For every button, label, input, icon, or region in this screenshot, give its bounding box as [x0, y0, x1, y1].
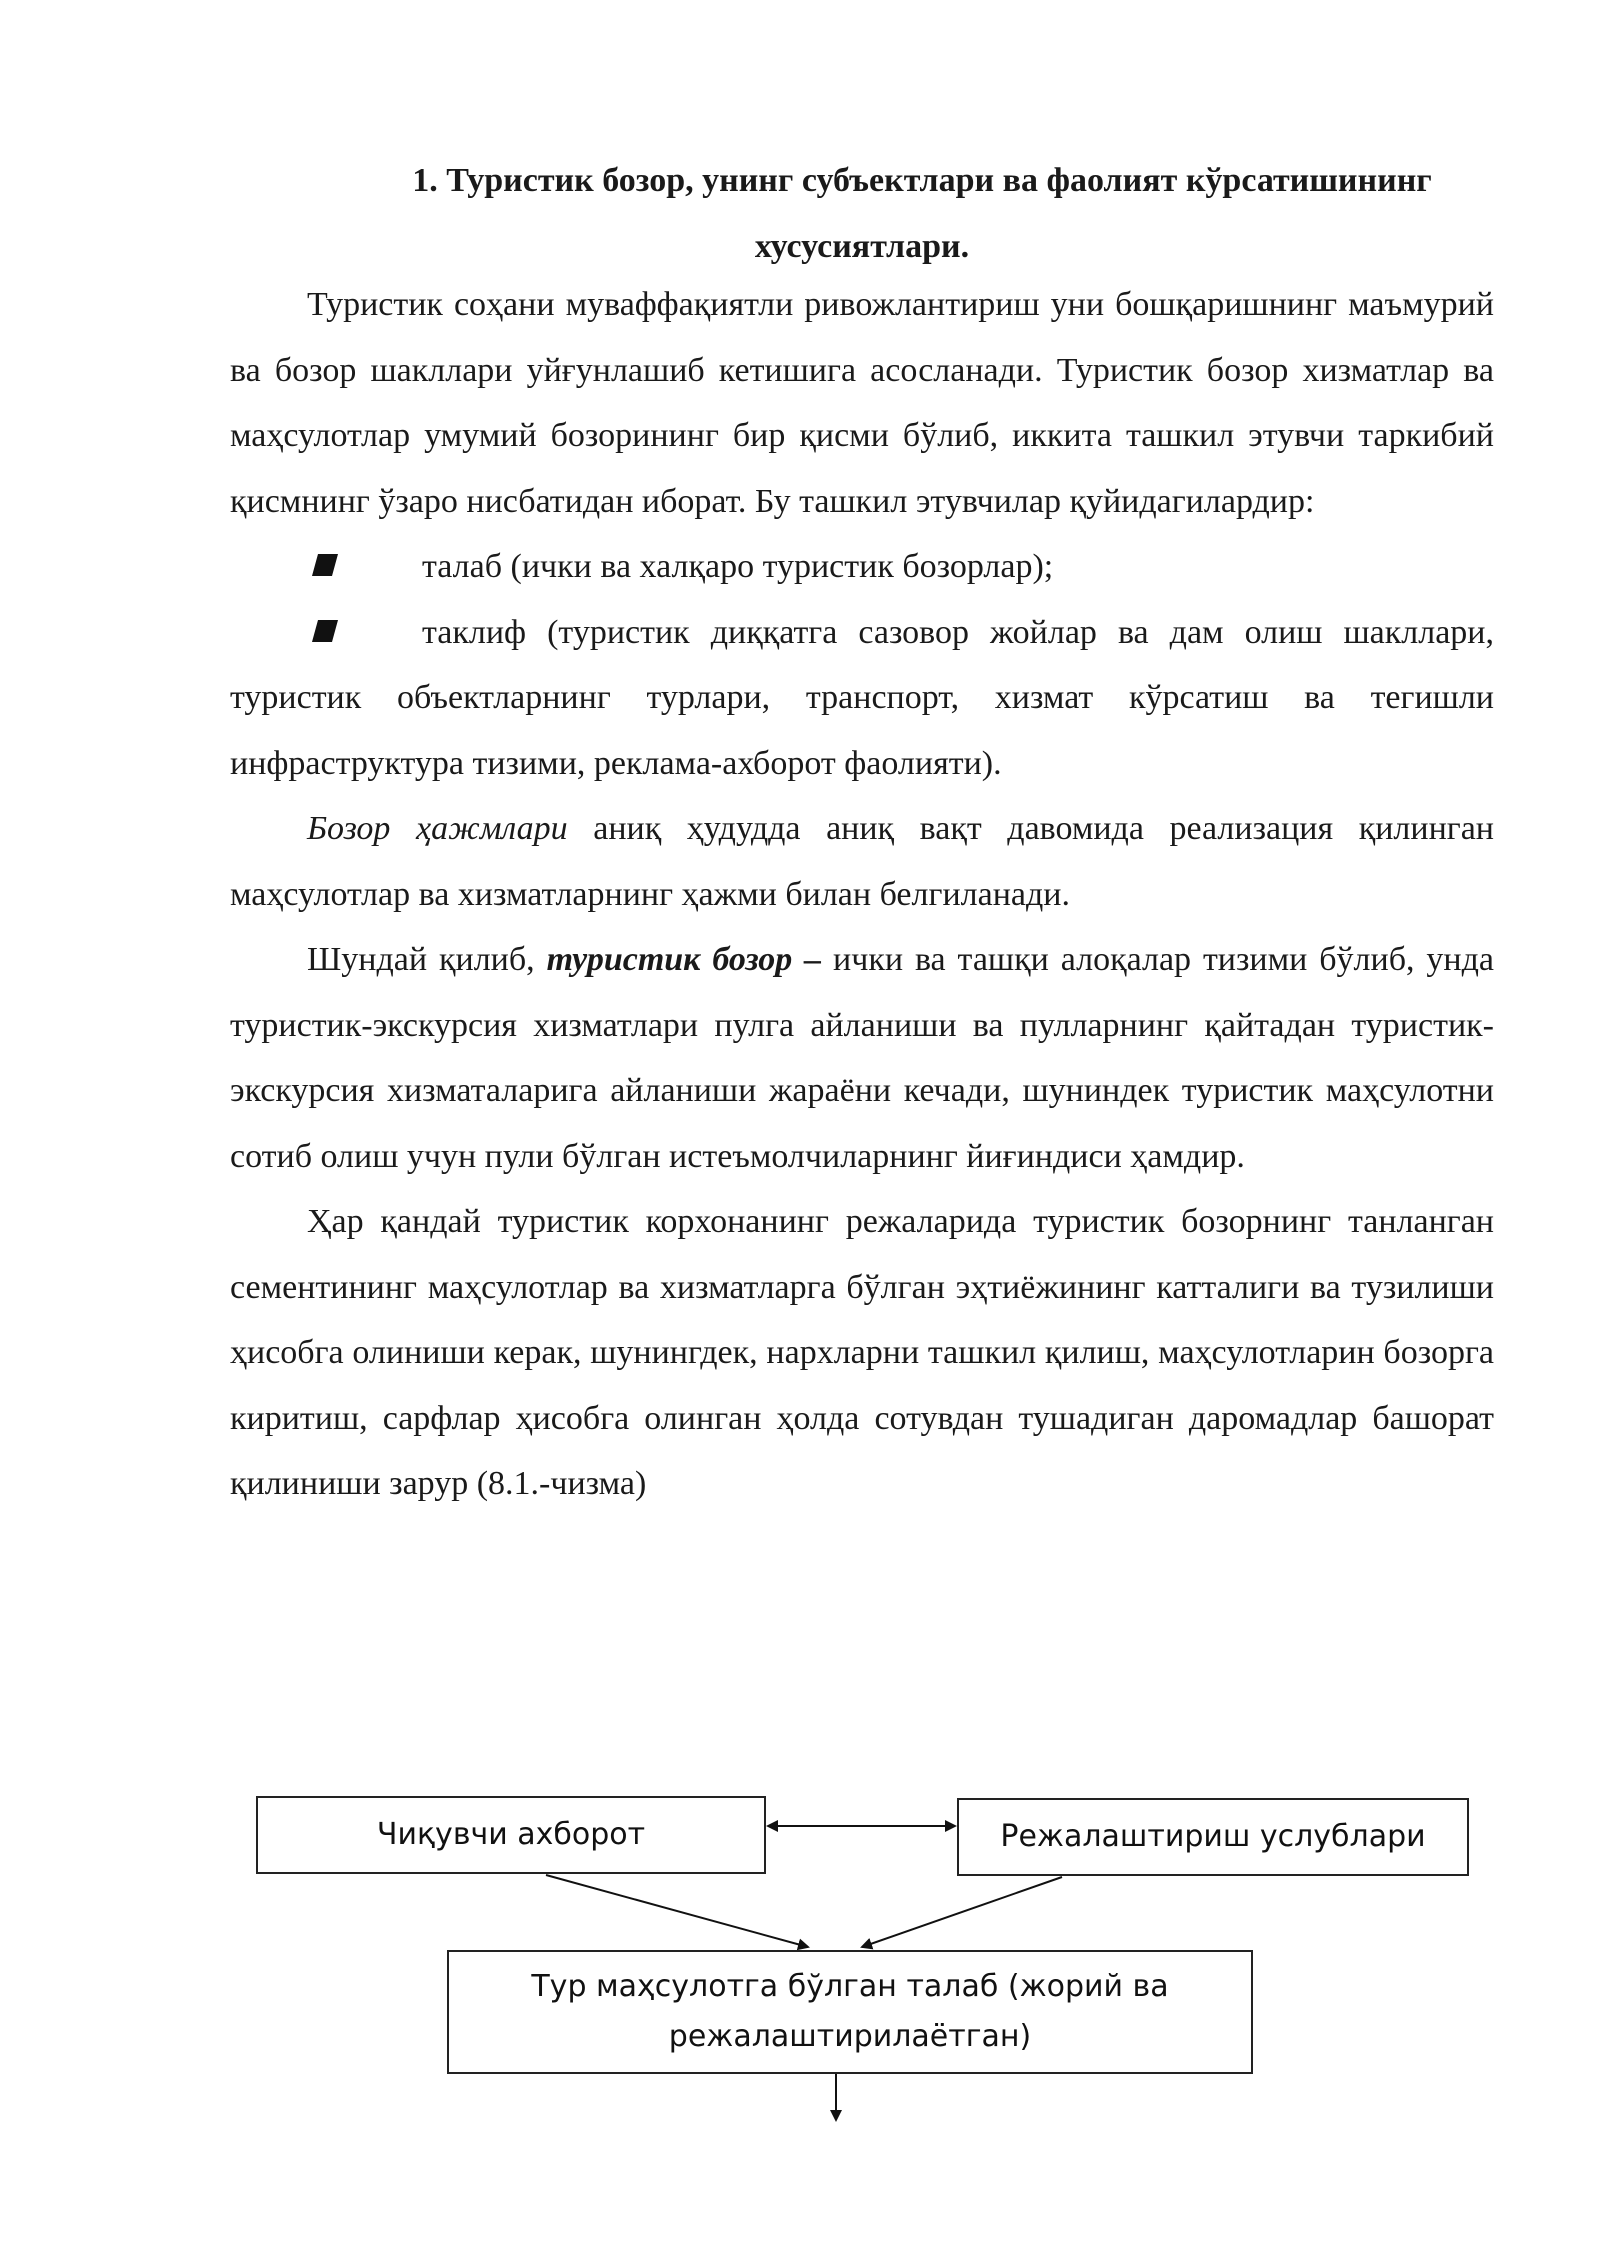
bullet-text-demand: талаб (ички ва халқаро туристик бозорлар);: [422, 548, 1054, 585]
box-planning-methods: [957, 1798, 1469, 1876]
paragraph-2-text: аниқ ҳудудда аниқ вақт давомида реализация қилинган маҳсулотлар ва хизматларнинг ҳажми билан белгиланади.: [230, 810, 1495, 913]
box-output-information: [256, 1796, 766, 1874]
term-tourist-market: туристик бозор –: [546, 941, 822, 978]
paragraph-1: Туристик соҳани муваффақиятли ривожлантириш уни бошқаришнинг маъмурий ва бозор шакллари уйғунлашиб кетишига асосланади. Туристик бозор хизматлар ва маҳсулотлар умумий бозорининг бир қисми бўлиб, иккита ташкил этувчи таркибий қисмнинг ўзаро нисбатидан иборат. Бу ташкил этувчилар қуйидагилардир:: [230, 286, 1494, 520]
arrow-left-to-center: [546, 1875, 808, 1947]
paragraph-3-start: Шундай қилиб,: [307, 941, 547, 978]
bullet-text-supply: таклиф (туристик диққатга сазовор жойлар ва дам олиш шакллари, туристик объектларнинг турлари, транспорт, хизмат кўрсатиш ва тегишли инфраструктура тизими, реклама-ахборот фаолияти).: [230, 613, 1494, 782]
box-output-information-label: Чиқувчи ахборот: [376, 1817, 646, 1852]
heading-line-1: 1. Туристик бозор, унинг субъектлари ва фаолият кўрсатишининг: [412, 162, 1432, 199]
term-market-volume: Бозор ҳажмлари: [307, 810, 568, 847]
paragraph-3-text: ички ва ташқи алоқалар тизими бўлиб, унда туристик-экскурсия хизматлари пулга айланиши ва пулларнинг қайтадан туристик-экскурсия хизматаларига айланиши жараёни кечади, шуниндек туристик маҳсулотни сотиб олиш учун пули бўлган истеъмолчиларнинг йиғиндиси ҳамдир.: [230, 941, 1495, 1175]
box-demand-line-2: режалаштирилаётган): [668, 2019, 1032, 2054]
paragraph-4: Ҳар қандай туристик корхонанинг режаларида туристик бозорнинг танланган сементининг маҳсулотлар ва хизматларга бўлган эҳтиёжининг катталиги ва тузилиши ҳисобга олиниши керак, шунингдек, нархларни ташкил қилиш, маҳсулотларин бозорга киритиш, сарфлар ҳисобга олинган ҳолда сотувдан тушадиган даромадлар башорат қилиниши зарур (8.1.-чизма): [230, 1203, 1494, 1502]
box-planning-methods-label: Режалаштириш услублари: [1000, 1819, 1426, 1854]
box-tour-product-demand: [447, 1950, 1253, 2074]
heading-line-2: хусусиятлари.: [754, 228, 970, 265]
arrow-right-to-center: [862, 1877, 1062, 1947]
box-demand-line-1: Тур маҳсулотга бўлган талаб (жорий ва: [531, 1969, 1169, 2004]
